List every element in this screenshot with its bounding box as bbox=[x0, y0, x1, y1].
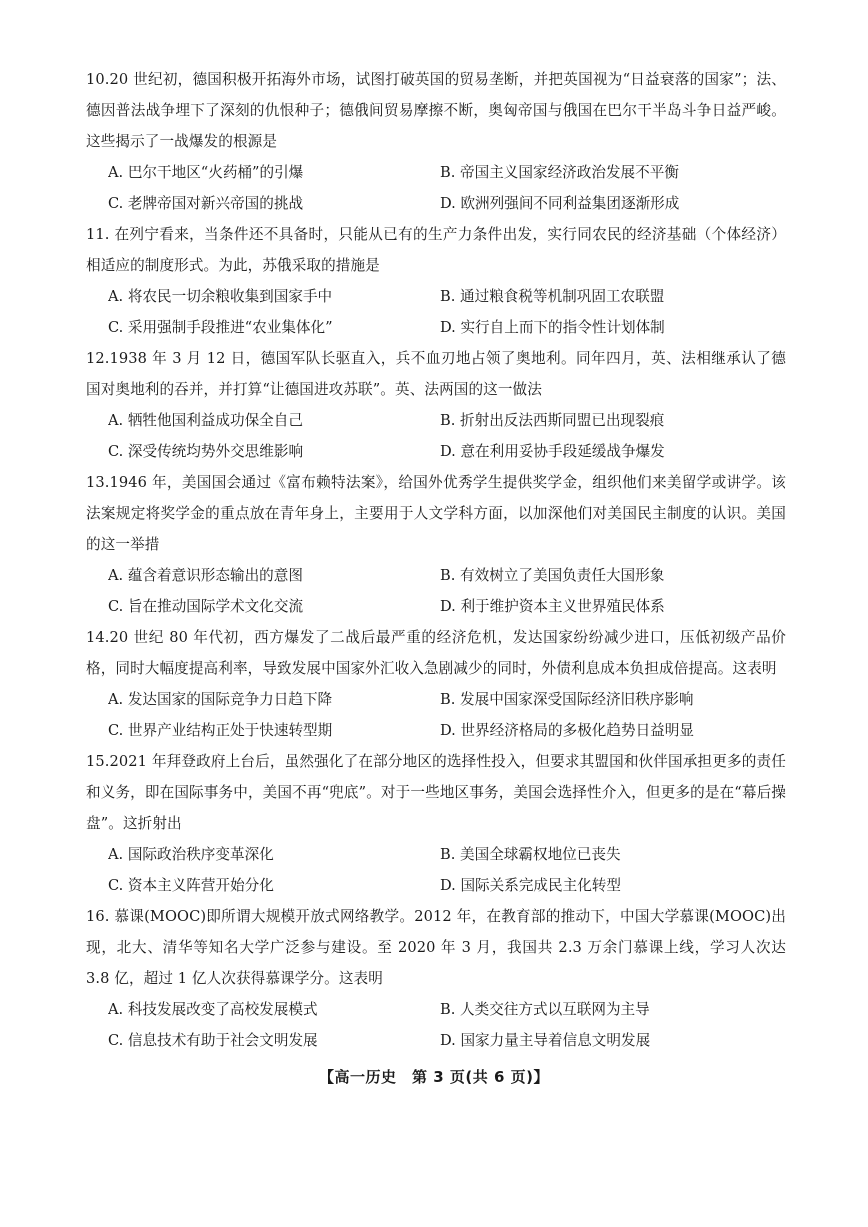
option-d: D. 利于维护资本主义世界殖民体系 bbox=[440, 598, 665, 615]
option-b: B. 有效树立了美国负责任大国形象 bbox=[440, 567, 665, 584]
option-c: C. 信息技术有助于社会文明发展 bbox=[108, 1032, 318, 1049]
option-a: A. 发达国家的国际竞争力日趋下降 bbox=[108, 691, 333, 708]
question-stem: 11. 在列宁看来，当条件还不具备时，只能从已有的生产力条件出发，实行同农民的经济基础（个体经济）相适应的制度形式。为此，苏俄采取的措施是 bbox=[86, 226, 786, 274]
question-14 bbox=[86, 622, 786, 746]
option-c: C. 资本主义阵营开始分化 bbox=[108, 877, 274, 894]
exam-page bbox=[86, 64, 786, 1056]
option-c: C. 旨在推动国际学术文化交流 bbox=[108, 598, 304, 615]
question-11 bbox=[86, 219, 786, 343]
option-d: D. 国际关系完成民主化转型 bbox=[440, 877, 621, 894]
option-a: A. 蕴含着意识形态输出的意图 bbox=[108, 567, 303, 584]
option-c: C. 世界产业结构正处于快速转型期 bbox=[108, 722, 333, 739]
option-grid bbox=[108, 839, 786, 901]
option-a: A. 巴尔干地区“火药桶”的引爆 bbox=[108, 164, 304, 181]
question-16 bbox=[86, 901, 786, 1056]
question-stem: 12.1938 年 3 月 12 日，德国军队长驱直入，兵不血刃地占领了奥地利。同年四月，英、法相继承认了德国对奥地利的吞并，并打算“让德国进攻苏联”。英、法两国的这一做法 bbox=[86, 350, 786, 398]
option-b: B. 折射出反法西斯同盟已出现裂痕 bbox=[440, 412, 665, 429]
option-grid bbox=[108, 157, 786, 219]
question-stem: 13.1946 年，美国国会通过《富布赖特法案》，给国外优秀学生提供奖学金，组织他们来美留学或讲学。该法案规定将奖学金的重点放在青年身上，主要用于人文学科方面，以加深他们对美国民主制度的认识。美国的这一举措 bbox=[86, 474, 786, 553]
question-stem: 15.2021 年拜登政府上台后，虽然强化了在部分地区的选择性投入，但要求其盟国和伙伴国承担更多的责任和义务，即在国际事务中，美国不再“兜底”。对于一些地区事务，美国会选择性介入，但更多的是在“幕后操盘”。这折射出 bbox=[86, 753, 786, 832]
question-12 bbox=[86, 343, 786, 467]
option-c: C. 深受传统均势外交思维影响 bbox=[108, 443, 304, 460]
question-10 bbox=[86, 64, 786, 219]
option-d: D. 意在利用妥协手段延缓战争爆发 bbox=[440, 443, 665, 460]
option-grid bbox=[108, 994, 786, 1056]
page-footer: 【高一历史 第 3 页(共 6 页)】 bbox=[319, 1068, 549, 1086]
option-d: D. 世界经济格局的多极化趋势日益明显 bbox=[440, 722, 694, 739]
question-stem: 16. 慕课(MOOC)即所谓大规模开放式网络教学。2012 年，在教育部的推动下，中国大学慕课(MOOC)出现，北大、清华等知名大学广泛参与建设。至 2020 年 3 月，我国共 2.3 万余门慕课上线，学习人次达 3.8 亿，超过 1 亿人次获得慕课学分。这表明 bbox=[86, 908, 786, 987]
option-b: B. 发展中国家深受国际经济旧秩序影响 bbox=[440, 691, 694, 708]
question-15 bbox=[86, 746, 786, 901]
option-d: D. 国家力量主导着信息文明发展 bbox=[440, 1032, 651, 1049]
option-b: B. 通过粮食税等机制巩固工农联盟 bbox=[440, 288, 665, 305]
option-b: B. 人类交往方式以互联网为主导 bbox=[440, 1001, 650, 1018]
option-c: C. 老牌帝国对新兴帝国的挑战 bbox=[108, 195, 304, 212]
option-a: A. 国际政治秩序变革深化 bbox=[108, 846, 274, 863]
question-stem: 10.20 世纪初，德国积极开拓海外市场，试图打破英国的贸易垄断，并把英国视为“日益衰落的国家”；法、德因普法战争埋下了深刻的仇恨种子；德俄间贸易摩擦不断，奥匈帝国与俄国在巴尔干半岛斗争日益严峻。这些揭示了一战爆发的根源是 bbox=[86, 71, 786, 150]
option-a: A. 科技发展改变了高校发展模式 bbox=[108, 1001, 318, 1018]
option-c: C. 采用强制手段推进“农业集体化” bbox=[108, 319, 333, 336]
option-b: B. 美国全球霸权地位已丧失 bbox=[440, 846, 621, 863]
option-a: A. 将农民一切余粮收集到国家手中 bbox=[108, 288, 333, 305]
option-b: B. 帝国主义国家经济政治发展不平衡 bbox=[440, 164, 679, 181]
question-13 bbox=[86, 467, 786, 622]
option-grid bbox=[108, 281, 786, 343]
question-stem: 14.20 世纪 80 年代初，西方爆发了二战后最严重的经济危机，发达国家纷纷减少进口，压低初级产品价格，同时大幅度提高利率，导致发展中国家外汇收入急剧减少的同时，外债利息成本负担成倍提高。这表明 bbox=[86, 629, 786, 677]
option-d: D. 欧洲列强间不同利益集团逐渐形成 bbox=[440, 195, 680, 212]
option-grid bbox=[108, 560, 786, 622]
option-grid bbox=[108, 405, 786, 467]
option-a: A. 牺牲他国利益成功保全自己 bbox=[108, 412, 303, 429]
option-grid bbox=[108, 684, 786, 746]
option-d: D. 实行自上而下的指令性计划体制 bbox=[440, 319, 665, 336]
